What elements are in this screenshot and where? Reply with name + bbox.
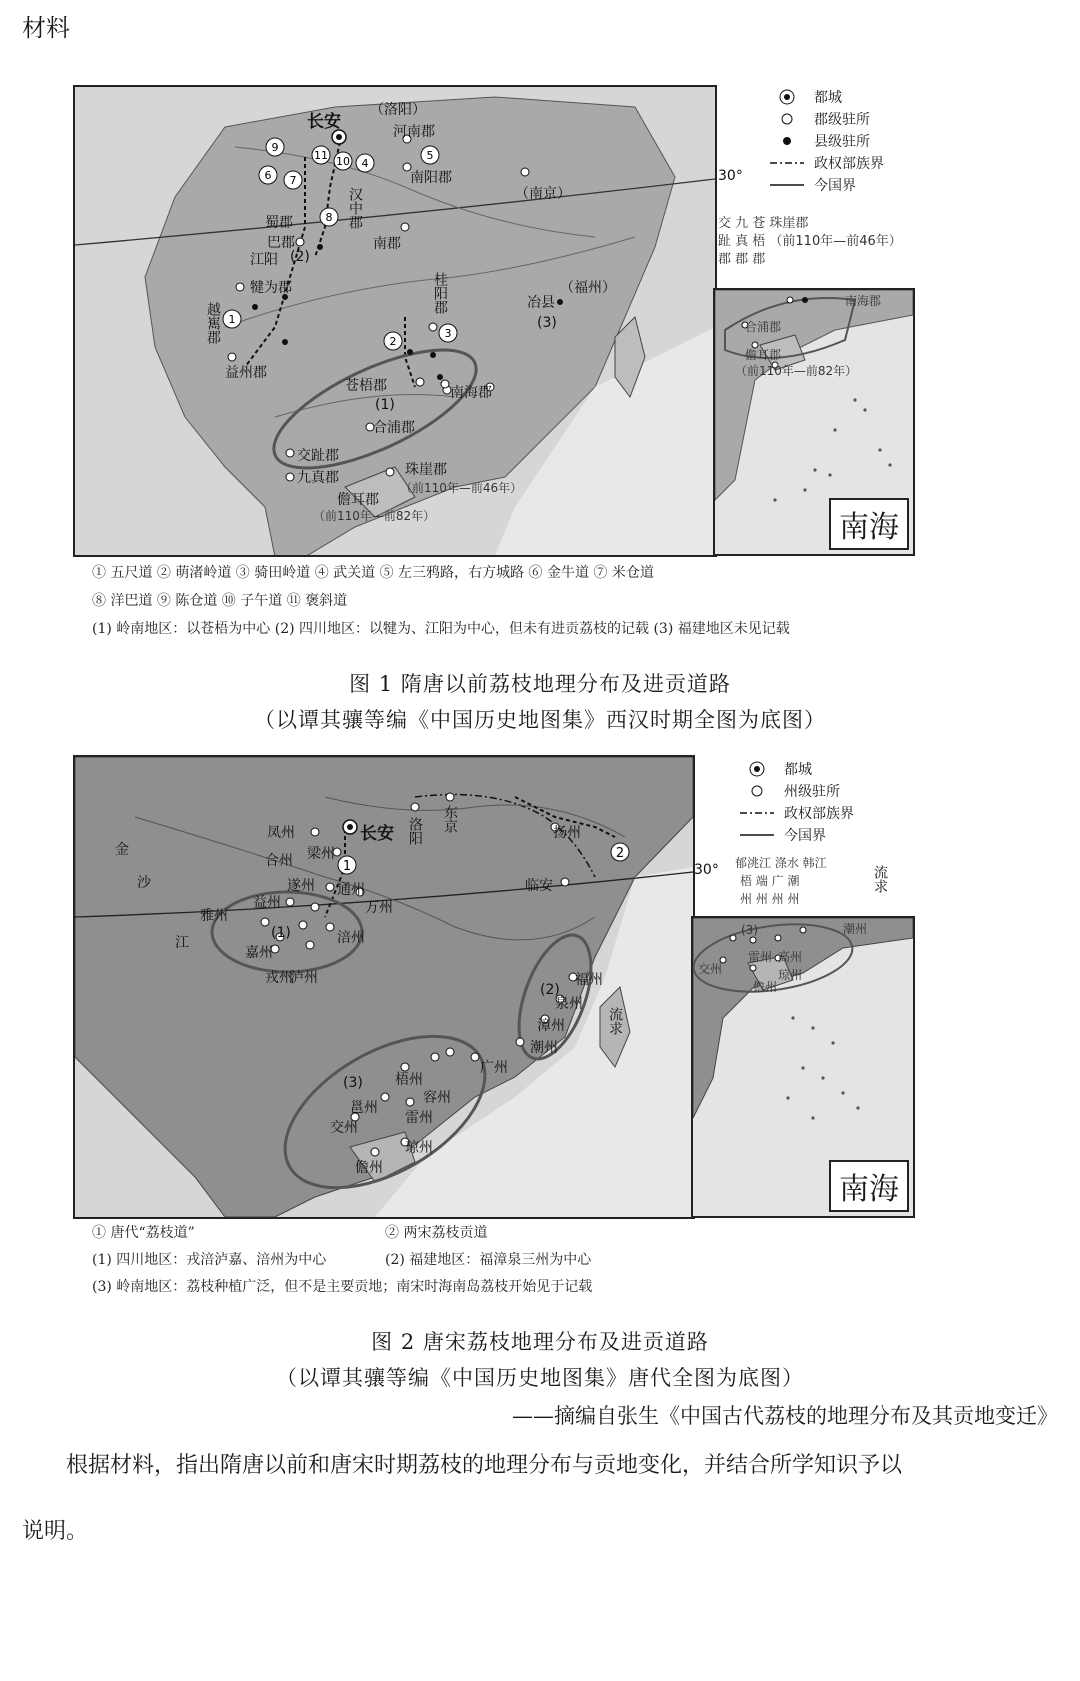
fig1-label-henan: 河南郡 (393, 124, 435, 140)
fig1-county-marker (557, 299, 563, 305)
fig1-label-lat30: 30° (718, 168, 743, 184)
fig1-county-marker (282, 339, 288, 345)
fig1-label-dan-er: 儋耳郡 (337, 492, 379, 508)
fig2-label-yangzhou: 扬州 (553, 825, 581, 841)
fig2-river-sha: 沙 (137, 875, 151, 891)
legend-label: 政权部族界 (784, 806, 854, 822)
fig2-label-yongzhou: 邕州 (350, 1100, 378, 1116)
fig2-label-changan: 长安 (360, 824, 394, 844)
fig1-county-marker (252, 304, 258, 310)
fig1-county-marker (437, 374, 443, 380)
filled-dot-icon (770, 132, 804, 150)
fig2-label-hezhou: 合州 (265, 853, 293, 869)
fig2-legend-row (740, 824, 854, 846)
fig1-caption-sub: （以谭其骧等编《中国历史地图集》西汉时期全图为底图） (254, 708, 826, 732)
legend-label: 今国界 (814, 178, 856, 194)
svg-text:9: 9 (271, 141, 279, 154)
fig1-commandery-marker (296, 238, 304, 246)
fig1-label-yizhou: 益州郡 (225, 365, 267, 381)
fig1-label-jiangyang: 江阳 (250, 252, 278, 268)
fig1-label-hepu: 合浦郡 (373, 420, 415, 436)
fig1-commandery-marker (429, 323, 437, 331)
fig1-county-marker (407, 349, 413, 355)
fig2-label-jiazhou: 嘉州 (245, 945, 273, 961)
fig1-commandery-marker (286, 449, 294, 457)
fig1-label-jiuzhen: 九真郡 (297, 470, 339, 486)
fig1-legend (770, 86, 884, 196)
svg-text:7: 7 (289, 174, 297, 187)
fig2-label-leizhou: 雷州 (405, 1110, 433, 1126)
fig1-legend-row (770, 174, 884, 196)
fig2-label-fengzhou: 凤州 (267, 825, 295, 841)
fig1-label-ba: 巴郡 (267, 235, 295, 251)
fig1-region-3: (3) (537, 315, 557, 331)
fig2-footnote-row2b: (2) 福建地区：福漳泉三州为中心 (385, 1252, 592, 1268)
fig2-footnote-row1b: ② 两宋荔枝贡道 (385, 1225, 488, 1241)
fig2-label-linan: 临安 (525, 878, 553, 894)
fig1-label-nanyang: 南阳郡 (410, 170, 452, 186)
fig2-inset-lei: 雷州 (748, 950, 773, 964)
fig2-label-tongzhou: 通州 (337, 882, 365, 898)
fig2-inset-gao: 高州 (778, 950, 803, 964)
fig2-label-guangzhou: 广州 (480, 1060, 508, 1076)
legend-label: 郡级驻所 (814, 112, 870, 128)
fig2-region-2: (2) (540, 982, 560, 998)
legend-label: 都城 (784, 762, 812, 778)
legend-label: 政权部族界 (814, 156, 884, 172)
fig2-inset-map (691, 916, 915, 1218)
fig2-legend (740, 758, 854, 846)
fig1-region-2: (2) (290, 249, 310, 265)
fig1-label-luoyang: （洛阳） (370, 102, 426, 118)
fig1-commandery-marker (441, 380, 449, 388)
fig1-commandery-marker (416, 378, 424, 386)
fig1-label-cangwu: 苍梧郡 (345, 378, 387, 394)
fig1-main-map (73, 85, 717, 557)
fig1-inset-label-top: 交 九 苍 珠崖郡 (718, 216, 809, 231)
fig2-river-jin: 金 (115, 842, 129, 858)
fig2-caption: 图 2 唐宋荔枝地理分布及进贡道路 (371, 1330, 709, 1354)
fig2-inset-liuqiu: 流求 (872, 865, 888, 893)
fig1-label-guiyang: 桂阳郡 (432, 272, 448, 314)
fig1-inset-dan: 儋耳郡 (745, 348, 782, 362)
fig2-inset-jiao: 交州 (698, 962, 723, 976)
source-citation: ——摘编自张生《中国古代荔枝的地理分布及其贡地变迁》 (512, 1404, 1058, 1428)
open-circle-icon (770, 110, 804, 128)
fig2-inset-rivers: 郁洮江 涤水 韩江 (735, 856, 827, 870)
fig1-map-shapes (75, 87, 715, 555)
fig1-legend-row (770, 108, 884, 130)
fig1-commandery-marker (401, 223, 409, 231)
fig2-river-jiang: 江 (175, 935, 189, 951)
fig1-label-yuesui: 越嶲郡 (205, 302, 221, 344)
fig1-label-shu: 蜀郡 (265, 215, 293, 231)
fig2-inset-cities: 梧 端 广 潮 (740, 874, 800, 888)
fig2-caption-sub: （以谭其骧等编《中国历史地图集》唐代全图为底图） (276, 1366, 804, 1390)
legend-label: 都城 (814, 90, 842, 106)
fig2-inset-chao: 潮州 (843, 922, 868, 936)
fig1-commandery-marker (286, 473, 294, 481)
fig2-label-wanzhou: 万州 (365, 900, 393, 916)
fig1-commandery-marker (386, 468, 394, 476)
dashdot-line-icon (740, 808, 774, 818)
capital-icon (770, 88, 804, 106)
question-text (22, 1433, 1058, 1565)
fig2-footnote-row2a: (1) 四川地区：戎涪泸嘉、涪州为中心 (92, 1252, 327, 1268)
fig2-legend-row (740, 758, 854, 780)
svg-text:1: 1 (228, 313, 236, 326)
fig2-region-1: (1) (271, 925, 291, 941)
fig2-inset-cities2: 州 州 州 州 (740, 892, 800, 906)
legend-label: 州级驻所 (784, 784, 840, 800)
fig1-inset-map (713, 288, 915, 556)
fig2-label-lat30: 30° (694, 862, 719, 878)
fig1-commandery-marker (236, 283, 244, 291)
fig2-label-liangzhou: 梁州 (307, 846, 335, 862)
fig2-main-map (73, 755, 695, 1219)
dashdot-line-icon (770, 158, 804, 168)
question-line-1: 根据材料，指出隋唐以前和唐宋时期荔枝的地理分布与贡地变化，并结合所学知识予以 (66, 1453, 903, 1478)
fig2-label-yazhou: 雅州 (200, 908, 228, 924)
capital-icon (740, 760, 774, 778)
fig1-label-dan-er-date: （前110年—前82年） (313, 509, 436, 523)
fig1-inset-label-top3: 郡 郡 郡 (718, 252, 766, 267)
fig1-inset-dan-date: （前110年—前82年） (735, 364, 858, 378)
fig1-sea-label: 南海 (829, 498, 909, 550)
fig1-commandery-marker (521, 168, 529, 176)
fig2-inset-qiong: 琼州 (778, 968, 803, 982)
svg-text:3: 3 (444, 327, 452, 340)
fig2-label-jiaozhou: 交州 (330, 1120, 358, 1136)
fig1-county-marker (430, 352, 436, 358)
fig2-label-rongzhou: 容州 (423, 1090, 451, 1106)
solid-line-icon (770, 180, 804, 190)
fig1-region-1: (1) (375, 397, 395, 413)
fig2-footnote-row3: (3) 岭南地区：荔枝种植广泛，但不是主要贡地；南宋时海南岛荔枝开始见于记载 (92, 1279, 593, 1295)
fig2-sea-label: 南海 (829, 1160, 909, 1212)
fig1-legend-row (770, 86, 884, 108)
fig1-footnote-row2: ⑧ 洋巴道 ⑨ 陈仓道 ⑩ 子午道 ⑪ 褒斜道 (92, 593, 348, 609)
fig2-label-yizhou: 益州 (253, 895, 281, 911)
svg-text:10: 10 (336, 155, 350, 168)
svg-text:1: 1 (342, 859, 352, 874)
fig2-inset-dan: 儋州 (753, 980, 778, 994)
svg-text:2: 2 (615, 846, 625, 861)
fig1-label-qianwei: 犍为郡 (250, 280, 292, 296)
fig2-label-zhangzhou: 漳州 (537, 1018, 565, 1034)
fig2-legend-row (740, 780, 854, 802)
fig1-caption: 图 1 隋唐以前荔枝地理分布及进贡道路 (349, 672, 731, 696)
fig2-legend-row (740, 802, 854, 824)
material-heading: 材料 (22, 14, 70, 42)
fig2-label-luzhou: 泸州 (290, 970, 318, 986)
fig1-label-yexian: 冶县 (527, 295, 555, 311)
open-circle-icon (740, 782, 774, 800)
svg-text:4: 4 (361, 157, 369, 170)
question-line-2: 说明。 (22, 1519, 89, 1544)
fig2-label-luoyang: 洛阳 (407, 817, 423, 845)
fig2-label-fuzhou-sc: 涪州 (337, 930, 365, 946)
fig1-label-changan: 长安 (307, 112, 341, 132)
fig1-inset-nanhai: 南海郡 (845, 294, 882, 308)
legend-label: 县级驻所 (814, 134, 870, 150)
svg-text:11: 11 (314, 149, 328, 162)
fig2-label-qiongzhou: 琼州 (405, 1140, 433, 1156)
fig2-label-danzhou: 儋州 (355, 1160, 383, 1176)
svg-text:8: 8 (325, 211, 333, 224)
fig1-label-nanjing: （南京） (515, 186, 571, 202)
fig1-label-hanzhong: 汉中郡 (347, 187, 363, 229)
fig1-legend-row (770, 152, 884, 174)
fig2-label-xuzhou: 戎州 (265, 970, 293, 986)
svg-text:5: 5 (426, 149, 434, 162)
fig1-label-nanhai-jun: 南海郡 (450, 385, 492, 401)
fig2-footnote-row1a: ① 唐代“荔枝道” (92, 1225, 195, 1241)
fig1-label-nanjun: 南郡 (373, 236, 401, 252)
fig1-label-jiaozhi: 交趾郡 (297, 448, 339, 464)
fig1-legend-row (770, 130, 884, 152)
legend-label: 今国界 (784, 828, 826, 844)
fig1-label-zhuya: 珠崖郡 (405, 462, 447, 478)
fig1-label-zhuya-date: （前110年—前46年） (400, 481, 523, 495)
solid-line-icon (740, 830, 774, 840)
fig1-footnote-row1: ① 五尺道 ② 萌渚岭道 ③ 骑田岭道 ④ 武关道 ⑤ 左三鸦路，右方城路 ⑥ 金牛道 ⑦ 米仓道 (92, 565, 654, 581)
svg-text:6: 6 (264, 169, 272, 182)
fig1-footnote-row3: (1) 岭南地区：以苍梧为中心 (2) 四川地区：以犍为、江阳为中心，但未有进贡荔枝的记载 (3) 福建地区未见记载 (92, 621, 790, 637)
fig1-commandery-marker (228, 353, 236, 361)
fig1-inset-hepu: 合浦郡 (745, 320, 782, 334)
fig2-label-chaozhou: 潮州 (530, 1040, 558, 1056)
fig2-region-3: (3) (343, 1075, 363, 1091)
fig2-label-liuqiu: 流求 (607, 1007, 623, 1035)
fig2-label-quanzhou: 泉州 (555, 996, 583, 1012)
fig1-county-marker (317, 244, 323, 250)
fig1-label-fuzhou: （福州） (560, 280, 616, 296)
fig2-label-wuzhou: 梧州 (395, 1072, 423, 1088)
fig2-label-dongjing: 东京 (442, 805, 458, 833)
svg-text:2: 2 (389, 335, 397, 348)
fig2-inset-region-3: (3) (741, 923, 758, 937)
fig2-label-fuzhou: 福州 (575, 972, 603, 988)
fig1-inset-label-top2: 趾 真 梧 （前110年—前46年） (718, 234, 902, 249)
fig2-label-suizhou: 遂州 (287, 878, 315, 894)
